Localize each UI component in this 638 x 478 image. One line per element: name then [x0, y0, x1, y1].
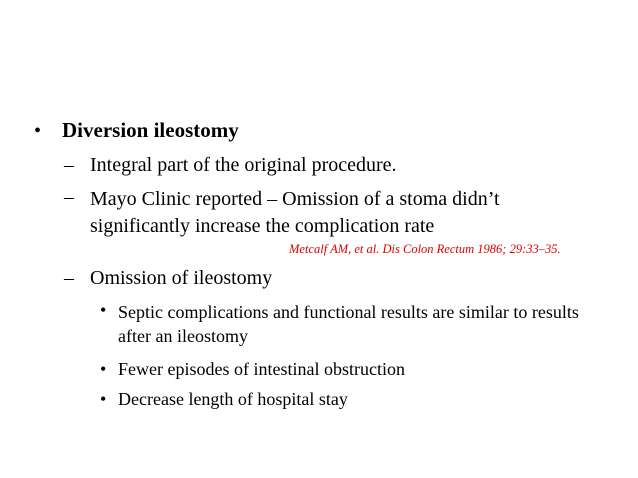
dash-marker: –	[64, 267, 74, 289]
main-bullet-text: Diversion ileostomy	[62, 118, 239, 142]
sub-sub-item	[100, 357, 405, 381]
sub-item-text: Mayo Clinic reported – Omission of a stoma didn’t significantly increase the complication rate	[90, 188, 500, 237]
dash-marker: –	[64, 186, 74, 208]
bullet-marker: •	[100, 300, 107, 320]
dash-marker: –	[64, 154, 74, 176]
sub-sub-item-text: Fewer episodes of intestinal obstruction	[118, 359, 405, 379]
bullet-marker: •	[100, 389, 107, 409]
sub-item-text: Omission of ileostomy	[90, 267, 273, 289]
sub-item	[64, 152, 397, 179]
main-bullet	[34, 118, 239, 143]
sub-item	[64, 265, 272, 292]
sub-sub-item	[100, 387, 348, 411]
bullet-marker: •	[34, 120, 42, 142]
citation-reference: Metcalf AM, et al. Dis Colon Rectum 1986; 29:33–35.	[289, 242, 561, 256]
sub-sub-item-text: Septic complications and functional results are similar to results after an ileostomy	[118, 302, 579, 346]
bullet-marker: •	[100, 359, 107, 379]
sub-item-text: Integral part of the original procedure.	[90, 154, 397, 176]
sub-item	[64, 186, 584, 240]
sub-sub-item-text: Decrease length of hospital stay	[118, 389, 348, 409]
sub-sub-item	[100, 300, 600, 348]
